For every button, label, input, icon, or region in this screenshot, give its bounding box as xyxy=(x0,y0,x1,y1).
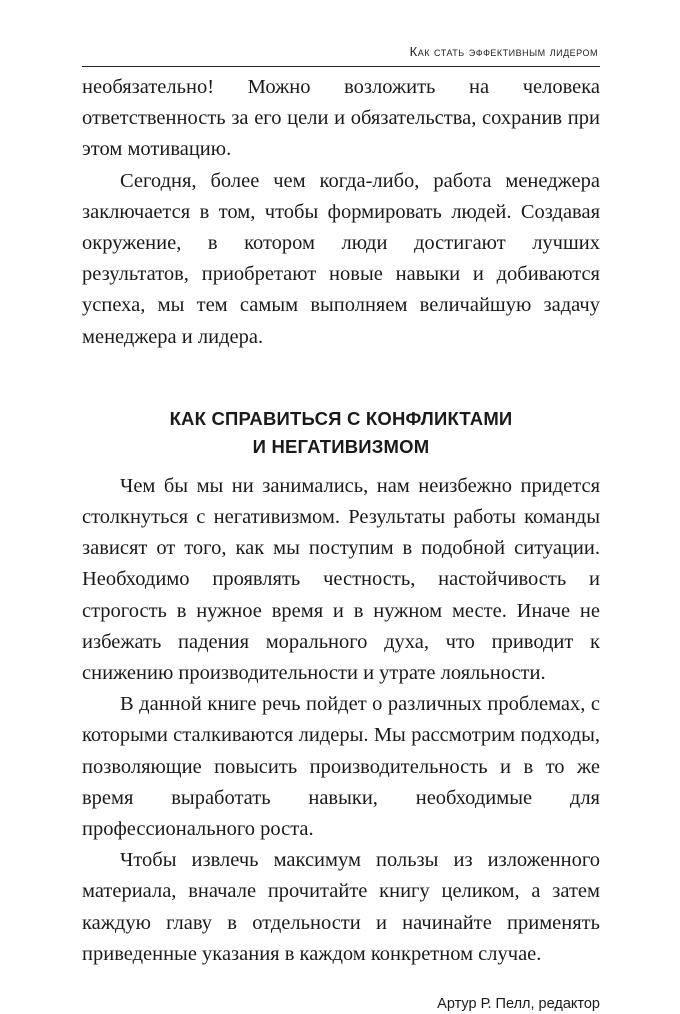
paragraph: Сегодня, более чем когда-либо, работа менеджера заключается в том, чтобы формировать людей. Создавая окружение, в котором люди достигают лучших результатов, приобретают новые навыки и добиваются успеха, мы тем самым выполняем величайшую задачу менеджера и лидера. xyxy=(82,169,600,348)
paragraph: В данной книге речь пойдет о различных проблемах, с которыми сталкиваются лидеры. Мы рассмотрим подходы, позволяющие повысить производительность и в то же время выработать навыки, необходимые для профессионального роста. xyxy=(82,693,600,841)
running-header: Как стать эффективным лидером xyxy=(409,44,598,59)
header-divider xyxy=(82,66,600,67)
paragraph: Чем бы мы ни занимались, нам неизбежно придется столкнуться с негативизмом. Результаты работы команды зависят от того, как мы поступим в подобной ситуации. Необходимо проявлять честность, настойчивость и строгость в нужное время и в нужном месте. Иначе не избежать падения морального духа, что приводит к снижению производительности и утрате лояльности. xyxy=(82,474,600,685)
paragraph-continuation: необязательно! Можно возложить на человека ответственность за его цели и обязательства, сохранив при этом мотивацию. xyxy=(82,76,600,161)
page-body xyxy=(82,72,600,1014)
section-heading-line: КАК СПРАВИТЬСЯ С КОНФЛИКТАМИ xyxy=(169,407,513,429)
section-heading-line: И НЕГАТИВИЗМОМ xyxy=(252,435,430,457)
author-signature: Артур Р. Пелл, редактор xyxy=(437,996,600,1013)
section-heading xyxy=(82,405,600,461)
paragraph: Чтобы извлечь максимум пользы из изложенного материала, вначале прочитайте книгу целиком, а затем каждую главу в отдельности и начинайте применять приведенные указания в каждом конкретном случае. xyxy=(82,849,600,965)
